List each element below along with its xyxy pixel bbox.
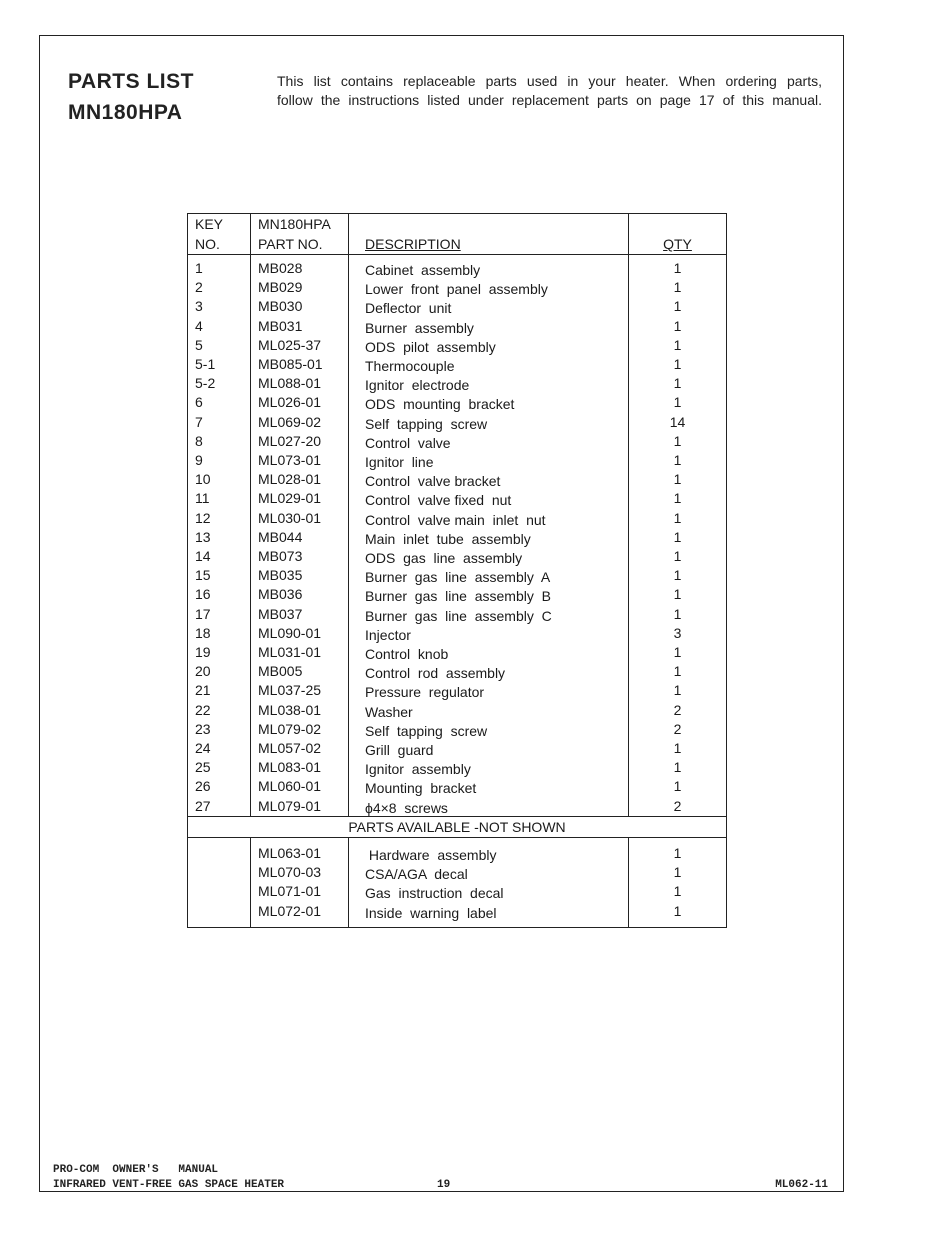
part-number: ML073-01 — [251, 451, 349, 470]
part-number: ML057-02 — [251, 739, 349, 758]
page-number: 19 — [437, 1179, 451, 1191]
key-number: 5 — [188, 336, 251, 355]
table-row — [188, 355, 727, 374]
key-number: 24 — [188, 739, 251, 758]
part-number: ML079-02 — [251, 720, 349, 739]
header-description: DESCRIPTION — [349, 234, 629, 255]
key-number: 5-2 — [188, 374, 251, 393]
part-description: Thermocouple — [349, 357, 629, 376]
table-row — [188, 882, 727, 901]
part-number: MB037 — [251, 605, 349, 624]
part-number: MB029 — [251, 278, 349, 297]
table-row — [188, 605, 727, 624]
part-description: ODS gas line assembly — [349, 549, 629, 568]
part-number: ML079-01 — [251, 797, 349, 817]
intro-line-2: follow the instructions listed under replacement parts on page 17 of this manual. — [277, 92, 822, 108]
table-row — [188, 547, 727, 566]
part-quantity: 1 — [673, 883, 682, 900]
part-quantity: 1 — [673, 509, 682, 526]
table-row — [188, 777, 727, 796]
table-row — [188, 720, 727, 739]
table-row — [188, 509, 727, 528]
part-number: ML072-01 — [251, 902, 349, 928]
part-quantity: 1 — [673, 452, 682, 469]
part-number: MB085-01 — [251, 355, 349, 374]
footer-product-name: INFRARED VENT-FREE GAS SPACE HEATER — [53, 1179, 285, 1191]
table-row — [188, 255, 727, 279]
key-number-blank — [188, 882, 251, 901]
part-description: Self tapping screw — [349, 415, 629, 434]
part-quantity: 1 — [673, 740, 682, 757]
header-qty: QTY — [629, 234, 727, 255]
part-description: Control valve bracket — [349, 472, 629, 491]
part-description: Burner gas line assembly C — [349, 607, 629, 626]
table-row — [188, 837, 727, 863]
part-quantity: 1 — [673, 432, 682, 449]
part-quantity: 2 — [673, 720, 682, 737]
part-description: Gas instruction decal — [349, 884, 629, 903]
part-quantity: 1 — [673, 279, 682, 296]
table-row — [188, 297, 727, 316]
part-description: Burner assembly — [349, 319, 629, 338]
part-number: ML029-01 — [251, 489, 349, 508]
part-description: Injector — [349, 626, 629, 645]
part-description: Control knob — [349, 645, 629, 664]
key-number: 2 — [188, 278, 251, 297]
key-number-blank — [188, 902, 251, 928]
key-number: 19 — [188, 643, 251, 662]
key-number: 20 — [188, 662, 251, 681]
key-number: 18 — [188, 624, 251, 643]
key-number: 15 — [188, 566, 251, 585]
part-quantity: 1 — [673, 586, 682, 603]
part-number: ML063-01 — [251, 837, 349, 863]
part-quantity: 1 — [673, 471, 682, 488]
part-quantity: 14 — [669, 413, 686, 430]
part-description: Mounting bracket — [349, 779, 629, 798]
part-quantity: 1 — [673, 663, 682, 680]
part-description: Grill guard — [349, 741, 629, 760]
part-description: ODS pilot assembly — [349, 338, 629, 357]
key-number: 21 — [188, 681, 251, 700]
part-number: ML026-01 — [251, 393, 349, 412]
part-quantity: 1 — [673, 394, 682, 411]
part-quantity: 2 — [673, 797, 682, 814]
table-row — [188, 797, 727, 817]
part-quantity: 1 — [673, 864, 682, 881]
key-number: 22 — [188, 701, 251, 720]
part-description: Ignitor assembly — [349, 760, 629, 779]
key-number: 14 — [188, 547, 251, 566]
part-number: ML031-01 — [251, 643, 349, 662]
part-number: ML060-01 — [251, 777, 349, 796]
key-number: 6 — [188, 393, 251, 412]
part-quantity: 1 — [673, 759, 682, 776]
part-description: Control valve — [349, 434, 629, 453]
header-part-no: PART NO. — [251, 234, 349, 255]
key-number: 7 — [188, 413, 251, 432]
footer-manual-title: PRO-COM OWNER'S MANUAL — [53, 1164, 219, 1176]
table-row — [188, 317, 727, 336]
page-title — [68, 66, 194, 128]
part-description: CSA/AGA decal — [349, 865, 629, 884]
key-number: 1 — [188, 255, 251, 279]
part-description: Ignitor line — [349, 453, 629, 472]
table-row — [188, 528, 727, 547]
key-number: 11 — [188, 489, 251, 508]
key-number: 13 — [188, 528, 251, 547]
key-number: 16 — [188, 585, 251, 604]
key-number: 17 — [188, 605, 251, 624]
part-number: ML030-01 — [251, 509, 349, 528]
part-description: Pressure regulator — [349, 683, 629, 702]
key-number: 8 — [188, 432, 251, 451]
table-row — [188, 739, 727, 758]
table-row — [188, 470, 727, 489]
part-number: ML090-01 — [251, 624, 349, 643]
key-number: 5-1 — [188, 355, 251, 374]
key-number: 3 — [188, 297, 251, 316]
table-row — [188, 902, 727, 928]
part-number: ML070-03 — [251, 863, 349, 882]
table-row — [188, 451, 727, 470]
header-part: MN180HPA — [251, 214, 349, 235]
header-key: KEY — [188, 214, 251, 235]
part-number: ML088-01 — [251, 374, 349, 393]
header-desc-blank — [349, 214, 629, 235]
part-quantity: 1 — [673, 317, 682, 334]
table-row — [188, 681, 727, 700]
part-number: MB005 — [251, 662, 349, 681]
key-number-blank — [188, 837, 251, 863]
table-row — [188, 643, 727, 662]
table-row — [188, 374, 727, 393]
part-number: MB044 — [251, 528, 349, 547]
intro-paragraph — [277, 72, 822, 110]
part-number: ML025-37 — [251, 336, 349, 355]
document-code: ML062-11 — [775, 1179, 828, 1191]
part-quantity: 1 — [673, 567, 682, 584]
part-description: Deflector unit — [349, 299, 629, 318]
part-quantity: 1 — [673, 778, 682, 795]
not-shown-heading-row — [188, 816, 727, 837]
part-quantity: 1 — [673, 844, 682, 861]
table-row — [188, 489, 727, 508]
part-description: Ignitor electrode — [349, 376, 629, 395]
table-row — [188, 393, 727, 412]
part-quantity: 1 — [673, 548, 682, 565]
not-shown-heading: PARTS AVAILABLE -NOT SHOWN — [188, 816, 727, 837]
table-row — [188, 662, 727, 681]
part-description: Hardware assembly — [349, 839, 629, 865]
part-number: ML083-01 — [251, 758, 349, 777]
part-quantity: 1 — [673, 902, 682, 919]
part-description: Lower front panel assembly — [349, 280, 629, 299]
part-number: MB031 — [251, 317, 349, 336]
part-description: Self tapping screw — [349, 722, 629, 741]
part-description: ϕ4×8 screws — [349, 799, 629, 819]
part-number: ML028-01 — [251, 470, 349, 489]
table-row — [188, 624, 727, 643]
table-row — [188, 566, 727, 585]
part-description: Burner gas line assembly B — [349, 587, 629, 606]
part-description: Washer — [349, 703, 629, 722]
part-number: MB036 — [251, 585, 349, 604]
table-row — [188, 413, 727, 432]
part-number: MB073 — [251, 547, 349, 566]
part-description: Control valve main inlet nut — [349, 511, 629, 530]
part-description: ODS mounting bracket — [349, 395, 629, 414]
table-row — [188, 278, 727, 297]
part-quantity: 1 — [673, 356, 682, 373]
table-row — [188, 585, 727, 604]
part-number: ML037-25 — [251, 681, 349, 700]
key-number: 26 — [188, 777, 251, 796]
header-key-no: NO. — [188, 234, 251, 255]
intro-line-1: This list contains replaceable parts used in your heater. When ordering parts, — [277, 73, 822, 89]
key-number-blank — [188, 863, 251, 882]
part-quantity: 1 — [673, 336, 682, 353]
table-row — [188, 432, 727, 451]
table-row — [188, 336, 727, 355]
table-header-row — [188, 214, 727, 235]
part-quantity: 2 — [673, 701, 682, 718]
key-number: 10 — [188, 470, 251, 489]
part-number: ML027-20 — [251, 432, 349, 451]
title-line-2: MN180HPA — [68, 101, 183, 124]
part-number: MB030 — [251, 297, 349, 316]
part-quantity: 1 — [673, 528, 682, 545]
part-description: Main inlet tube assembly — [349, 530, 629, 549]
key-number: 25 — [188, 758, 251, 777]
title-line-1: PARTS LIST — [68, 70, 194, 93]
part-quantity: 3 — [673, 624, 682, 641]
part-description: Burner gas line assembly A — [349, 568, 629, 587]
footer-line-2 — [53, 1179, 828, 1191]
part-quantity: 1 — [673, 605, 682, 622]
part-description: Control rod assembly — [349, 664, 629, 683]
key-number: 4 — [188, 317, 251, 336]
part-number: ML071-01 — [251, 882, 349, 901]
key-number: 27 — [188, 797, 251, 817]
part-description: Cabinet assembly — [349, 257, 629, 281]
table-header-row-2 — [188, 234, 727, 255]
key-number: 9 — [188, 451, 251, 470]
part-quantity: 1 — [673, 298, 682, 315]
part-description: Inside warning label — [349, 904, 629, 930]
header-qty-blank — [629, 214, 727, 235]
part-number: MB035 — [251, 566, 349, 585]
table-row — [188, 701, 727, 720]
part-description: Control valve fixed nut — [349, 491, 629, 510]
key-number: 12 — [188, 509, 251, 528]
key-number: 23 — [188, 720, 251, 739]
part-quantity: 1 — [673, 375, 682, 392]
part-quantity: 1 — [673, 644, 682, 661]
table-row — [188, 758, 727, 777]
table-row — [188, 863, 727, 882]
part-quantity: 1 — [673, 260, 682, 276]
part-quantity: 1 — [673, 682, 682, 699]
part-quantity: 1 — [673, 490, 682, 507]
part-number: MB028 — [251, 255, 349, 279]
part-number: ML038-01 — [251, 701, 349, 720]
part-number: ML069-02 — [251, 413, 349, 432]
parts-table — [187, 213, 727, 928]
